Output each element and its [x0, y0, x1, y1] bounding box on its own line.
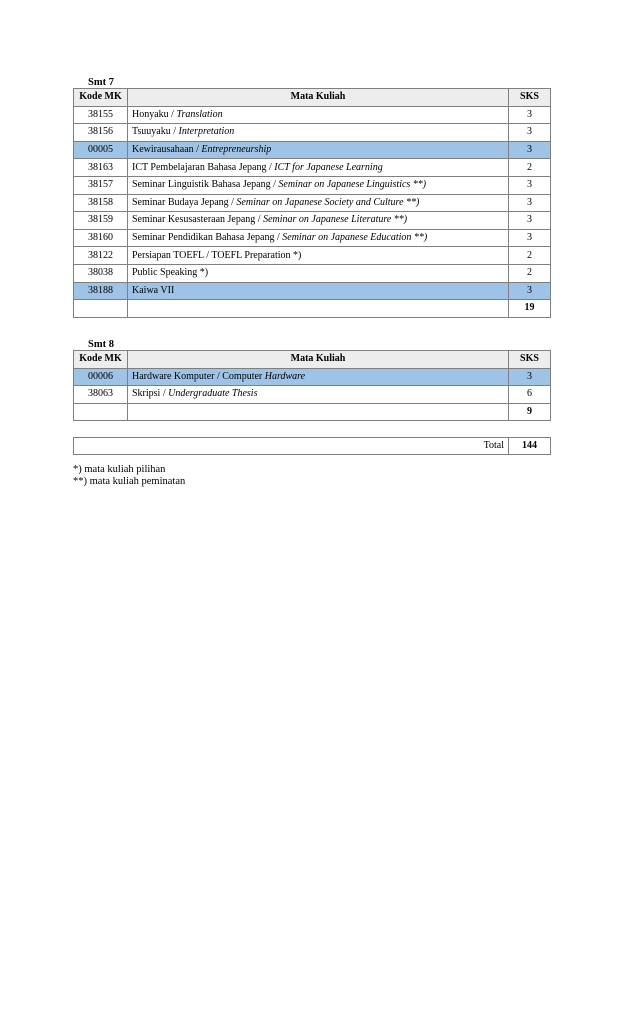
course-name-id: Honyaku — [132, 108, 169, 120]
course-name-id: ICT Pembelajaran Bahasa Jepang — [132, 161, 267, 173]
header-sks: SKS — [509, 89, 551, 107]
course-name — [128, 368, 509, 386]
course-sks: 3 — [509, 106, 551, 124]
course-sks: 3 — [509, 282, 551, 300]
table-row — [74, 159, 551, 177]
course-name-id: Kewirausahaan — [132, 144, 194, 156]
course-name-id: Skripsi — [132, 388, 161, 400]
course-name-separator: / — [255, 214, 264, 226]
subtotal-value: 9 — [509, 403, 551, 421]
course-name — [128, 212, 509, 230]
course-code: 38158 — [74, 194, 128, 212]
course-code: 38156 — [74, 124, 128, 142]
course-code: 00005 — [74, 141, 128, 159]
course-name-en: Translation — [176, 108, 223, 120]
course-sks: 2 — [509, 247, 551, 265]
course-name-separator: / — [270, 179, 279, 191]
header-code: Kode MK — [74, 89, 128, 107]
course-name — [128, 141, 509, 159]
course-code: 38163 — [74, 159, 128, 177]
course-name-id: Seminar Kesusasteraan Jepang — [132, 214, 256, 226]
course-name-separator: / — [274, 232, 283, 244]
header-name: Mata Kuliah — [128, 351, 509, 369]
course-name — [128, 176, 509, 194]
semester-8-table — [73, 350, 551, 421]
table-row — [74, 229, 551, 247]
subtotal-row — [74, 403, 551, 421]
subtotal-empty-cell — [74, 403, 128, 421]
course-sks: 2 — [509, 264, 551, 282]
course-name-en: ICT for Japanese Learning — [274, 161, 383, 173]
course-name-en: Entrepreneurship — [201, 144, 272, 156]
course-name-en: Undergraduate Thesis — [168, 388, 258, 400]
footnote-concentration: **) mata kuliah peminatan — [73, 476, 186, 487]
course-code: 00006 — [74, 368, 128, 386]
course-name-en: Seminar on Japanese Society and Culture **) — [236, 196, 420, 208]
course-name — [128, 159, 509, 177]
table-row — [74, 264, 551, 282]
course-code: 38155 — [74, 106, 128, 124]
table-row — [74, 386, 551, 404]
table-row — [74, 106, 551, 124]
course-sks: 3 — [509, 194, 551, 212]
course-name-id: Seminar Budaya Jepang — [132, 196, 229, 208]
course-name-id: Persiapan TOEFL / TOEFL Preparation *) — [132, 249, 302, 261]
course-sks: 3 — [509, 368, 551, 386]
header-name: Mata Kuliah — [128, 89, 509, 107]
course-name-id: Seminar Linguistik Bahasa Jepang — [132, 179, 271, 191]
course-sks: 6 — [509, 386, 551, 404]
table-header-row — [74, 89, 551, 107]
course-name-separator: / — [170, 126, 179, 138]
total-value: 144 — [509, 438, 551, 455]
semester-7-table — [73, 88, 551, 318]
header-code: Kode MK — [74, 351, 128, 369]
semester-8-title: Smt 8 — [88, 339, 114, 350]
course-sks: 3 — [509, 176, 551, 194]
table-row — [74, 124, 551, 142]
course-name-separator: / — [266, 161, 275, 173]
course-name — [128, 124, 509, 142]
course-name-en: Seminar on Japanese Literature **) — [263, 214, 408, 226]
table-row — [74, 282, 551, 300]
course-name-id: Seminar Pendidikan Bahasa Jepang — [132, 232, 275, 244]
course-name-en: Hardware — [264, 370, 306, 382]
table-row — [74, 247, 551, 265]
total-label: Total — [74, 438, 509, 455]
course-name-separator: / — [228, 196, 237, 208]
course-code: 38063 — [74, 386, 128, 404]
table-row — [74, 141, 551, 159]
subtotal-empty-cell — [128, 403, 509, 421]
course-name-id: Public Speaking *) — [132, 267, 209, 279]
footnote-elective: *) mata kuliah pilihan — [73, 464, 166, 475]
course-name-id: Tsuuyaku — [132, 126, 171, 138]
course-name — [128, 194, 509, 212]
table-row — [74, 176, 551, 194]
course-sks: 2 — [509, 159, 551, 177]
course-name — [128, 229, 509, 247]
course-name-id: Hardware Komputer / Computer — [132, 370, 263, 382]
semester-7-title: Smt 7 — [88, 77, 114, 88]
course-name-en: Seminar on Japanese Education **) — [282, 232, 428, 244]
subtotal-value: 19 — [509, 300, 551, 318]
subtotal-row — [74, 300, 551, 318]
course-name — [128, 264, 509, 282]
course-name-separator: / — [193, 144, 202, 156]
subtotal-empty-cell — [128, 300, 509, 318]
table-row — [74, 368, 551, 386]
course-code: 38159 — [74, 212, 128, 230]
grand-total-table — [73, 437, 551, 455]
course-sks: 3 — [509, 124, 551, 142]
course-code: 38160 — [74, 229, 128, 247]
course-code: 38038 — [74, 264, 128, 282]
course-name-en: Interpretation — [178, 126, 235, 138]
course-name — [128, 106, 509, 124]
course-name — [128, 247, 509, 265]
course-name — [128, 282, 509, 300]
course-name-en: Seminar on Japanese Linguistics **) — [278, 179, 427, 191]
subtotal-empty-cell — [74, 300, 128, 318]
footnotes — [73, 464, 185, 488]
table-row — [74, 194, 551, 212]
course-sks: 3 — [509, 212, 551, 230]
course-code: 38188 — [74, 282, 128, 300]
table-header-row — [74, 351, 551, 369]
course-name-separator: / — [160, 388, 169, 400]
course-name-separator: / — [168, 108, 177, 120]
table-row — [74, 212, 551, 230]
course-sks: 3 — [509, 229, 551, 247]
course-name-id: Kaiwa VII — [132, 284, 175, 296]
course-sks: 3 — [509, 141, 551, 159]
course-code: 38157 — [74, 176, 128, 194]
course-code: 38122 — [74, 247, 128, 265]
course-name — [128, 386, 509, 404]
grand-total-row — [74, 438, 551, 455]
header-sks: SKS — [509, 351, 551, 369]
